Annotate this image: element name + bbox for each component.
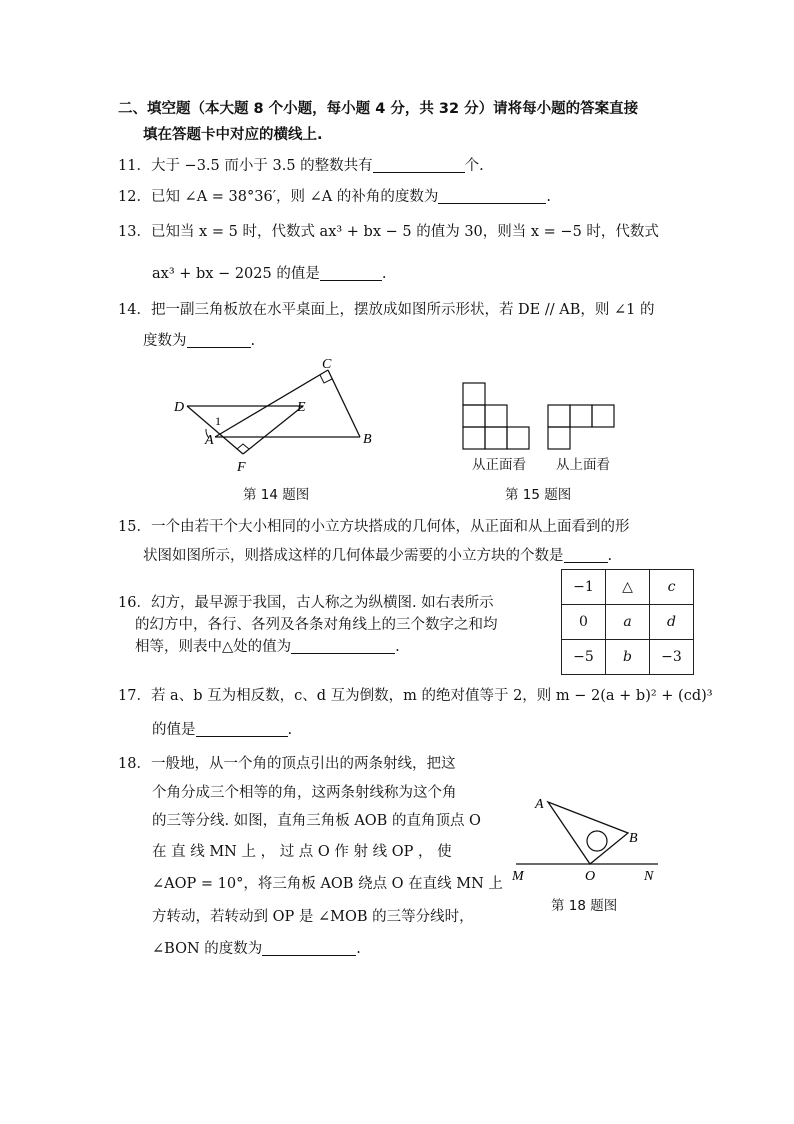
table-cell: d	[650, 605, 694, 640]
front-view-squares	[463, 383, 529, 449]
question-text: 的值是	[152, 722, 196, 738]
question-15-line2	[143, 545, 612, 567]
question-text-end: .	[250, 333, 256, 349]
question-text: 已知 ∠A = 38°36′，则 ∠A 的补角的度数为	[150, 189, 439, 205]
question-11	[118, 155, 484, 177]
answer-blank[interactable]	[187, 332, 251, 348]
question-text: 幻方，最早源于我国，古人称之为纵横图. 如右表所示	[150, 595, 494, 611]
label-d: D	[174, 400, 185, 415]
question-text-end: .	[607, 548, 613, 564]
table-cell: −3	[650, 640, 694, 675]
label-a: A	[535, 797, 544, 812]
top-view-label: 从上面看	[556, 457, 610, 473]
table-row	[562, 570, 694, 605]
question-number: 13．	[118, 224, 151, 240]
table-cell: △	[606, 570, 650, 605]
label-angle-1: 1	[215, 414, 221, 428]
question-18-line6: 方转动，若转动到 OP 是 ∠MOB 的三等分线时，	[152, 909, 474, 925]
question-text: ∠BON 的度数为	[152, 941, 263, 957]
triangle-hole	[587, 831, 607, 851]
question-18-line4: 在 直 线 MN 上 ， 过 点 O 作 射 线 OP ， 使	[152, 844, 452, 860]
question-number: 18．	[118, 756, 151, 772]
figure-15-caption: 第 15 题图	[505, 487, 572, 503]
front-view-label: 从正面看	[472, 457, 526, 473]
question-text: 一个由若干个大小相同的小立方块搭成的几何体，从正面和从上面看到的形	[150, 519, 630, 535]
magic-square-table	[561, 569, 694, 675]
question-16-line1	[118, 592, 494, 614]
question-text: 一般地，从一个角的顶点引出的两条射线，把这	[150, 756, 456, 772]
right-angle-mark-c	[320, 375, 332, 383]
question-text: ax³ + bx − 2025 的值是	[152, 266, 320, 282]
question-12	[118, 186, 551, 208]
answer-blank[interactable]	[564, 547, 608, 563]
segment-cb	[328, 370, 360, 437]
label-a: A	[205, 433, 214, 448]
top-view-squares	[548, 405, 614, 449]
question-text: 相等，则表中△处的值为	[135, 639, 292, 655]
segment-ef	[243, 406, 303, 454]
table-cell: a	[606, 605, 650, 640]
question-text-end: .	[546, 189, 551, 205]
question-text: 若 a、b 互为相反数，c、d 互为倒数，m 的绝对值等于 2，则 m − 2(a + b)² + (cd)³	[150, 688, 713, 704]
question-text: 把一副三角板放在水平桌面上，摆放成如图所示形状，若 DE // AB，则 ∠1 的	[150, 302, 655, 318]
section-heading-line1: 二、填空题（本大题 8 个小题，每小题 4 分，共 32 分）请将每小题的答案直接	[118, 101, 639, 117]
label-m: M	[512, 869, 524, 884]
figure-14-caption: 第 14 题图	[243, 487, 310, 503]
question-18-line1	[118, 753, 455, 775]
question-14-line1	[118, 299, 654, 321]
question-number: 11．	[118, 158, 151, 174]
answer-blank[interactable]	[373, 157, 465, 173]
label-b: B	[629, 831, 638, 846]
question-13-line2	[152, 263, 386, 285]
question-14-line2	[143, 330, 255, 352]
question-18-line2: 个角分成三个相等的角，这两条射线称为这个角	[152, 785, 457, 801]
table-row	[562, 640, 694, 675]
figure-18-caption: 第 18 题图	[551, 898, 618, 914]
question-text: 大于 −3.5 而小于 3.5 的整数共有	[150, 158, 373, 174]
question-text: 已知当 x = 5 时，代数式 ax³ + bx − 5 的值为 30，则当 x = −5 时，代数式	[150, 224, 659, 240]
question-17-line2	[152, 719, 292, 741]
question-16-line3	[135, 636, 400, 658]
answer-blank[interactable]	[262, 940, 356, 956]
table-cell: −1	[562, 570, 606, 605]
question-18-line5: ∠AOP = 10°，将三角板 AOB 绕点 O 在直线 MN 上	[152, 876, 503, 892]
answer-blank[interactable]	[438, 188, 546, 204]
table-cell: −5	[562, 640, 606, 675]
answer-blank[interactable]	[196, 721, 288, 737]
question-13-line1	[118, 221, 659, 243]
question-number: 12．	[118, 189, 151, 205]
triangle-aob	[548, 802, 628, 864]
question-16-line2: 的幻方中，各行、各列及各条对角线上的三个数字之和均	[135, 617, 498, 633]
label-b: B	[363, 432, 372, 447]
question-text-end: 个.	[464, 158, 484, 174]
question-text-end: .	[287, 722, 293, 738]
question-text: 状图如图所示，则搭成这样的几何体最少需要的小立方块的个数是	[143, 548, 564, 564]
question-text-end: .	[356, 941, 361, 957]
question-number: 16．	[118, 595, 151, 611]
label-n: N	[644, 869, 654, 884]
question-text-end: .	[381, 266, 387, 282]
table-cell: c	[650, 570, 694, 605]
table-cell: b	[606, 640, 650, 675]
table-row	[562, 605, 694, 640]
label-e: E	[297, 400, 306, 415]
figure-18-diagram	[508, 790, 668, 885]
table-cell: 0	[562, 605, 606, 640]
question-17-line1	[118, 685, 713, 707]
segment-ac	[215, 370, 328, 437]
question-15-line1	[118, 516, 629, 538]
question-number: 14．	[118, 302, 151, 318]
right-angle-mark-f	[237, 444, 249, 449]
question-18-line3: 的三等分线. 如图，直角三角板 AOB 的直角顶点 O	[152, 813, 481, 829]
figure-14-diagram	[165, 352, 395, 477]
label-f: F	[237, 460, 246, 475]
question-18-line7	[152, 938, 361, 960]
question-number: 15．	[118, 519, 151, 535]
section-heading-line2: 填在答题卡中对应的横线上.	[143, 127, 323, 143]
label-o: O	[585, 869, 596, 884]
answer-blank[interactable]	[320, 265, 382, 281]
question-number: 17．	[118, 688, 151, 704]
answer-blank[interactable]	[291, 638, 395, 654]
question-text-end: .	[395, 639, 400, 655]
label-c: C	[322, 357, 332, 372]
question-text: 度数为	[143, 333, 187, 349]
